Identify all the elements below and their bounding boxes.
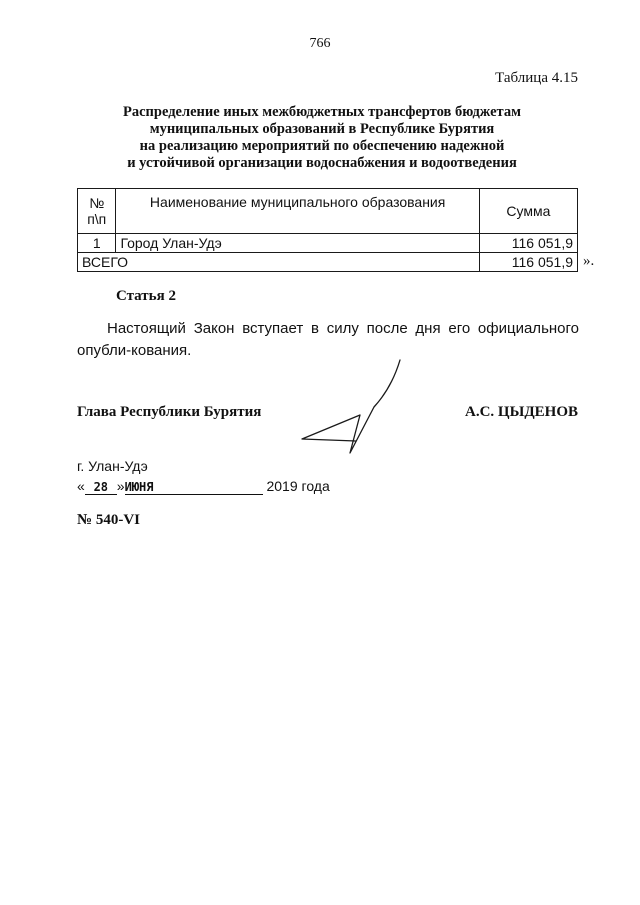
header-sum: Сумма bbox=[479, 189, 577, 234]
table-header-row bbox=[78, 189, 578, 234]
date-day: 28 bbox=[85, 480, 117, 495]
head-title: Глава Республики Бурятия bbox=[77, 404, 262, 420]
signature-graphic bbox=[290, 355, 410, 455]
date-open-quote: « bbox=[77, 478, 85, 494]
title-line: муниципальных образований в Республике Бурятия bbox=[149, 121, 495, 137]
table-total-row bbox=[78, 253, 578, 272]
date-close-quote: » bbox=[116, 478, 125, 494]
title-line: на реализацию мероприятий по обеспечению надежной bbox=[139, 138, 505, 154]
city: г. Улан-Удэ bbox=[77, 458, 148, 474]
date-year: 2019 года bbox=[266, 478, 330, 494]
head-name: А.С. ЦЫДЕНОВ bbox=[465, 404, 578, 420]
header-municipality: Наименование муниципального образования bbox=[116, 189, 479, 234]
signing-date bbox=[77, 478, 330, 495]
title-line: Распределение иных межбюджетных трансфертов бюджетам bbox=[123, 104, 521, 120]
table-label: Таблица 4.15 bbox=[495, 70, 578, 86]
law-number: № 540-VI bbox=[77, 512, 140, 528]
table-title bbox=[80, 104, 564, 172]
closing-quote: ». bbox=[583, 253, 595, 269]
header-number bbox=[78, 189, 116, 234]
title-line: и устойчивой организации водоснабжения и водоотведения bbox=[127, 155, 517, 171]
article-heading: Статья 2 bbox=[116, 288, 176, 304]
transfers-table bbox=[77, 188, 578, 272]
total-sum: 116 051,9 bbox=[479, 253, 577, 272]
total-label: ВСЕГО bbox=[78, 253, 480, 272]
article-text: Настоящий Закон вступает в силу после дня его официального опубли-кования. bbox=[77, 320, 579, 359]
row-sum: 116 051,9 bbox=[479, 234, 577, 253]
header-number-text: № п\п bbox=[87, 195, 107, 227]
row-number: 1 bbox=[78, 234, 116, 253]
row-municipality: Город Улан-Удэ bbox=[116, 234, 479, 253]
table-row bbox=[78, 234, 578, 253]
date-month: ИЮНЯ bbox=[125, 480, 263, 495]
page-number: 766 bbox=[309, 36, 331, 51]
